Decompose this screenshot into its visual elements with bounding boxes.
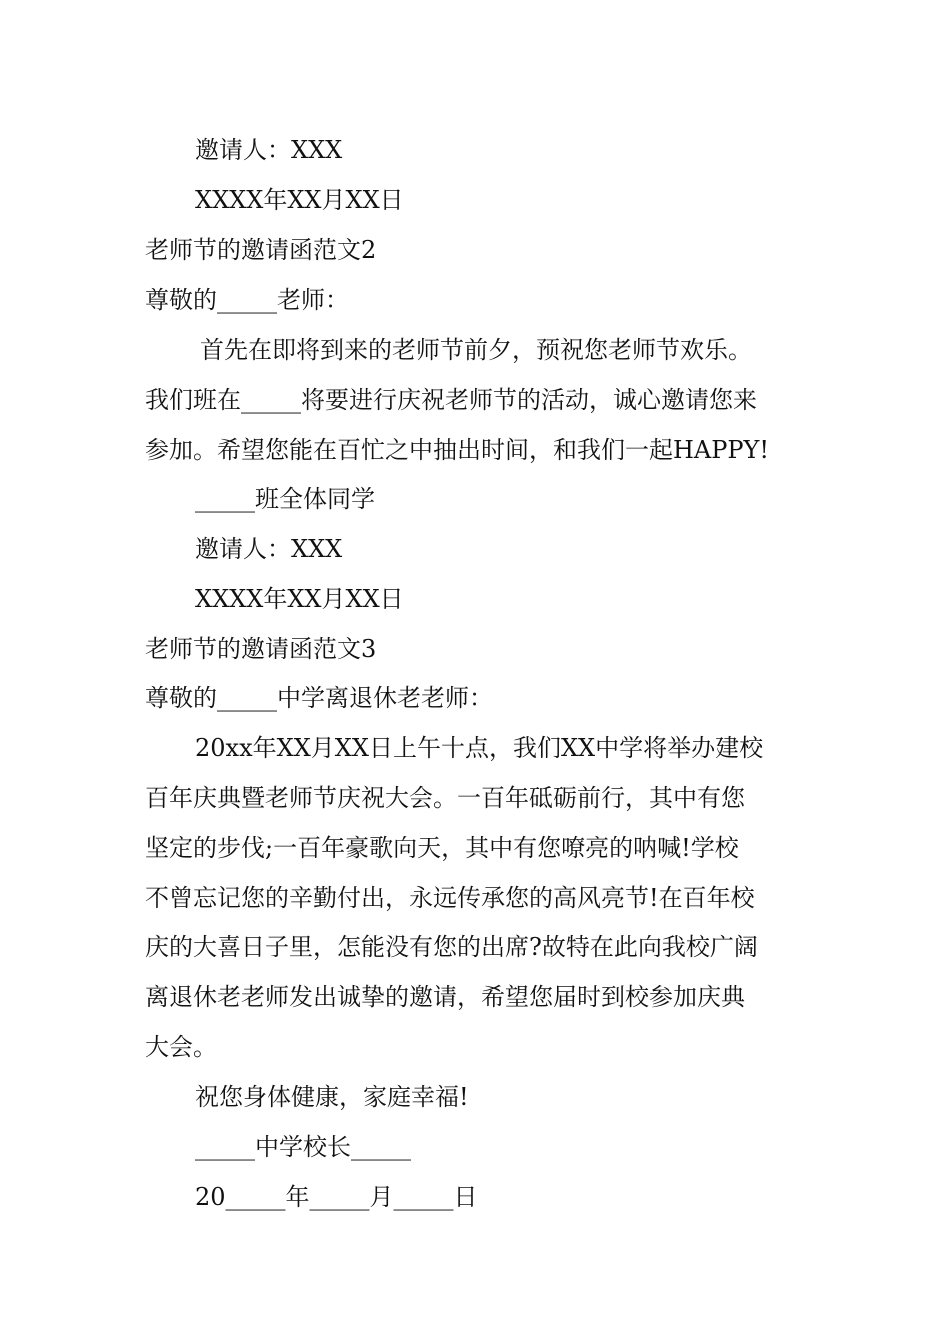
- body-line: 大会。: [145, 1033, 217, 1061]
- section-heading: 老师节的邀请函范文3: [145, 635, 377, 663]
- date-line: 20_____年_____月_____日: [195, 1183, 478, 1211]
- body-line: 庆的大喜日子里，怎能没有您的出席?故特在此向我校广阔: [145, 933, 758, 961]
- salutation: 尊敬的_____老师：: [145, 286, 349, 314]
- date-line: XXXX年XX月XX日: [195, 186, 404, 214]
- body-line: 不曾忘记您的辛勤付出，永远传承您的高风亮节!在百年校: [145, 884, 755, 912]
- signature-line: _____中学校长_____: [195, 1133, 411, 1161]
- body-line: 离退休老老师发出诚挚的邀请，希望您届时到校参加庆典: [145, 983, 745, 1011]
- body-line: 我们班在_____将要进行庆祝老师节的活动，诚心邀请您来: [145, 386, 757, 414]
- salutation: 尊敬的_____中学离退休老老师：: [145, 684, 493, 712]
- inviter-line: 邀请人：XXX: [195, 136, 343, 164]
- section-heading: 老师节的邀请函范文2: [145, 236, 377, 264]
- body-line: 首先在即将到来的老师节前夕，预祝您老师节欢乐。: [200, 336, 752, 364]
- closing-wish: 祝您身体健康，家庭幸福!: [195, 1083, 469, 1111]
- inviter-line: 邀请人：XXX: [195, 535, 343, 563]
- body-line: 20xx年XX月XX日上午十点，我们XX中学将举办建校: [195, 734, 764, 762]
- body-line: 百年庆典暨老师节庆祝大会。一百年砥砺前行，其中有您: [145, 784, 745, 812]
- body-line: 参加。希望您能在百忙之中抽出时间，和我们一起HAPPY!: [145, 436, 770, 464]
- body-line: 坚定的步伐;一百年豪歌向天，其中有您嘹亮的呐喊!学校: [145, 834, 739, 862]
- date-line: XXXX年XX月XX日: [195, 585, 404, 613]
- signature-line: _____班全体同学: [195, 485, 375, 513]
